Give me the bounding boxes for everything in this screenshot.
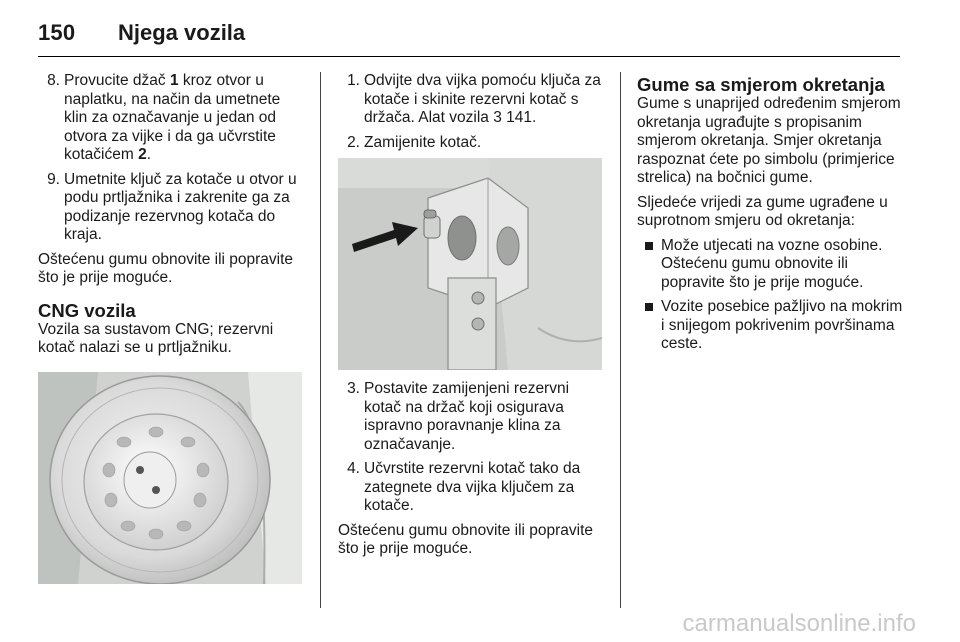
cng-description: Vozila sa sustavom CNG; rezervni kotač nalazi se u prtljažniku.: [38, 320, 274, 356]
column-divider-1: [320, 72, 321, 608]
directional-tyres-intro: Gume s unaprijed određenim smjerom okretanja ugrađujte s propisanim smjerom okretanja. Smjer okretanja raspoznat ćete po simbolu (primjerice strelica) na bočnici gume.: [637, 95, 901, 186]
steps-list-3-4: [338, 380, 602, 516]
step-3: 3. Postavite zamijenjeni rezervni kotač na držač koji osigurava ispravno poravnanje klina za označavanje.: [347, 380, 570, 453]
page-reference-icon: 3: [493, 109, 502, 126]
section-heading-directional-tyres: Gume sa smjerom okretanja: [637, 74, 885, 95]
watermark: carmanualsonline.info: [682, 610, 916, 637]
square-bullet-icon: [645, 242, 653, 250]
step-4: 4. Učvrstite rezervni kotač tako da zategnete dva vijka ključem za kotače.: [347, 460, 581, 514]
square-bullet-icon: [645, 303, 653, 311]
section-heading-cng: CNG vozila: [38, 299, 136, 321]
step-2: 2. Zamijenite kotač.: [347, 133, 482, 151]
repair-note: Oštećenu gumu obnovite ili popravite što je prije moguće.: [38, 250, 294, 286]
step-9: 9. Umetnite ključ za kotače u otvor u podu prtljažnika i zakrenite ga za podizanje rezervnog kotača do kraja.: [47, 170, 297, 243]
column-right: [637, 72, 903, 360]
spare-wheel-image: [38, 372, 302, 584]
column-middle: [338, 72, 602, 565]
column-left: [38, 72, 304, 584]
page-number: 150: [38, 20, 76, 45]
chapter-title: Njega vozila: [118, 20, 246, 45]
step-8: 8. Provucite džač 1 kroz otvor u naplatku, na način da umetnete klin za označavanje u jedan od otvora za vijke i da ga učvrstite kotačićem 2.: [47, 72, 281, 163]
reverse-mounting-note: Sljedeće vrijedi za gume ugrađene u suprotnom smjeru od okretanja:: [637, 193, 888, 229]
repair-note-2: Oštećenu gumu obnovite ili popravite što je prije moguće.: [338, 521, 594, 557]
step-1: 1. Odvijte dva vijka pomoću ključa za kotače i skinite rezervni kotač s držača. Alat vozila 3 141.: [347, 72, 601, 126]
bullet-list: [637, 237, 903, 354]
steps-list-1-2: [338, 72, 602, 152]
bullet-item-1: Može utjecati na vozne osobine. Oštećenu gumu obnovite ili popravite što je prije moguće.: [637, 237, 903, 293]
steps-list-8-9: [38, 72, 304, 245]
wheel-holder-illustration: [338, 158, 602, 370]
column-divider-2: [620, 72, 621, 608]
header-rule: [38, 56, 900, 57]
bullet-item-2: Vozite posebice pažljivo na mokrim i snijegom pokrivenim površinama ceste.: [637, 298, 903, 354]
spare-wheel-illustration: [38, 372, 302, 584]
wheel-holder-image: [338, 158, 602, 370]
